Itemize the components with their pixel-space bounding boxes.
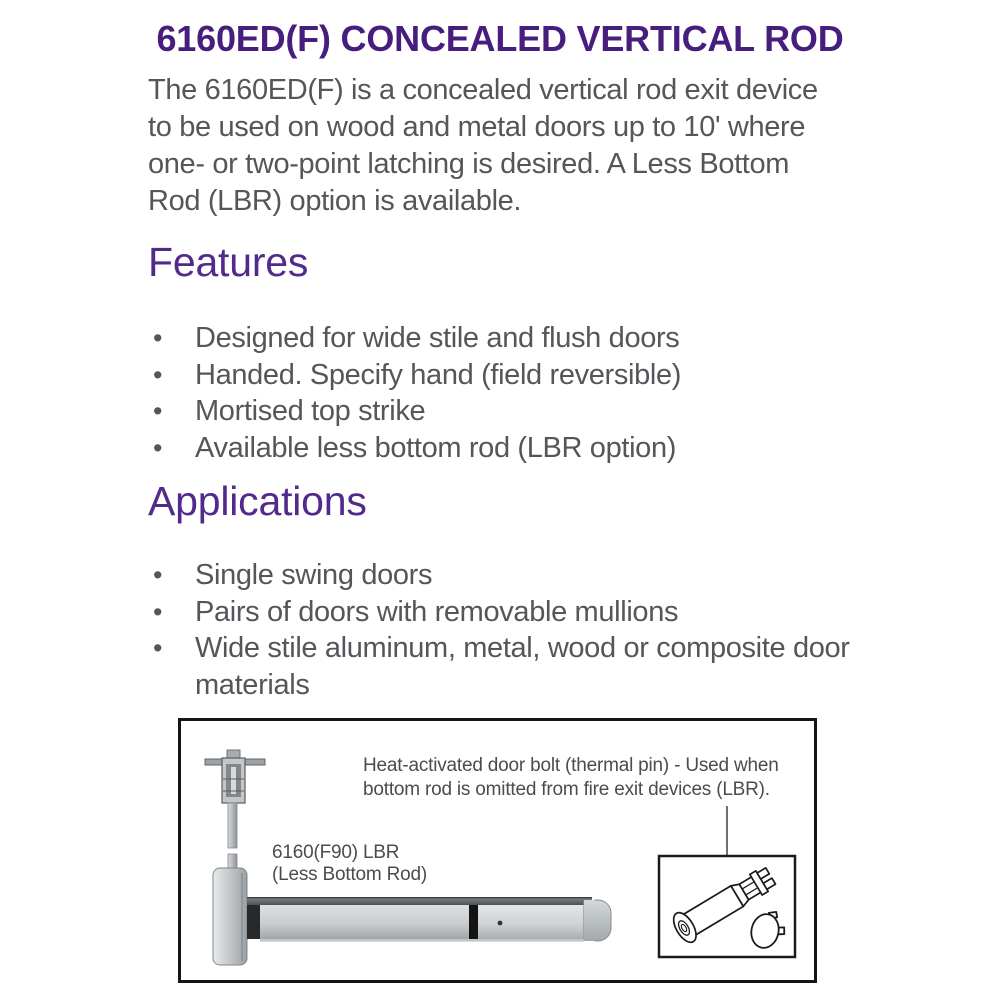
list-item	[148, 557, 875, 594]
product-diagram	[178, 718, 817, 983]
list-item	[148, 393, 681, 430]
feature-text: Available less bottom rod (LBR option)	[195, 431, 677, 464]
intro-line: to be used on wood and metal doors up to 10' where	[148, 111, 806, 143]
applications-list	[148, 557, 875, 703]
dogging-hole	[498, 921, 503, 926]
device-label	[272, 842, 427, 886]
list-item	[148, 594, 875, 631]
device-label-line: 6160(F90) LBR	[272, 842, 400, 863]
list-item	[148, 430, 681, 467]
feature-text: Handed. Specify hand (field reversible)	[195, 358, 682, 391]
list-item	[148, 357, 681, 394]
bullet-icon: •	[153, 323, 163, 353]
applications-heading: Applications	[148, 478, 367, 524]
bullet-icon: •	[153, 359, 163, 390]
features-heading: Features	[148, 239, 309, 285]
bullet-icon: •	[153, 560, 163, 590]
device-head	[213, 868, 247, 965]
bullet-icon: •	[153, 596, 163, 627]
vertical-rod	[228, 803, 237, 868]
list-item	[148, 630, 875, 703]
feature-text: Designed for wide stile and flush doors	[195, 322, 680, 354]
features-list	[148, 320, 681, 466]
intro-line: Rod (LBR) option is available.	[148, 185, 522, 217]
bullet-icon: •	[153, 432, 163, 463]
page-title: 6160ED(F) CONCEALED VERTICAL ROD	[156, 18, 844, 59]
callout-line: bottom rod is omitted from fire exit devices (LBR).	[363, 779, 770, 800]
push-bar	[247, 897, 611, 942]
intro-paragraph	[148, 72, 818, 220]
top-latch-assembly	[205, 750, 265, 803]
intro-line: one- or two-point latching is desired. A Less Bottom	[148, 148, 790, 180]
intro-line: The 6160ED(F) is a concealed vertical rod exit device	[148, 74, 818, 106]
application-text: Wide stile aluminum, metal, wood or composite door materials	[195, 632, 850, 701]
application-text: Single swing doors	[195, 559, 433, 591]
application-text: Pairs of doors with removable mullions	[195, 595, 679, 628]
end-cap	[584, 900, 595, 941]
feature-text: Mortised top strike	[195, 395, 426, 427]
list-item	[148, 320, 681, 357]
callout-line: Heat-activated door bolt (thermal pin) - Used when	[363, 755, 779, 776]
bullet-icon: •	[153, 633, 163, 663]
bullet-icon: •	[153, 396, 163, 426]
device-label-line: (Less Bottom Rod)	[272, 864, 427, 885]
thermal-pin-callout	[363, 754, 779, 802]
